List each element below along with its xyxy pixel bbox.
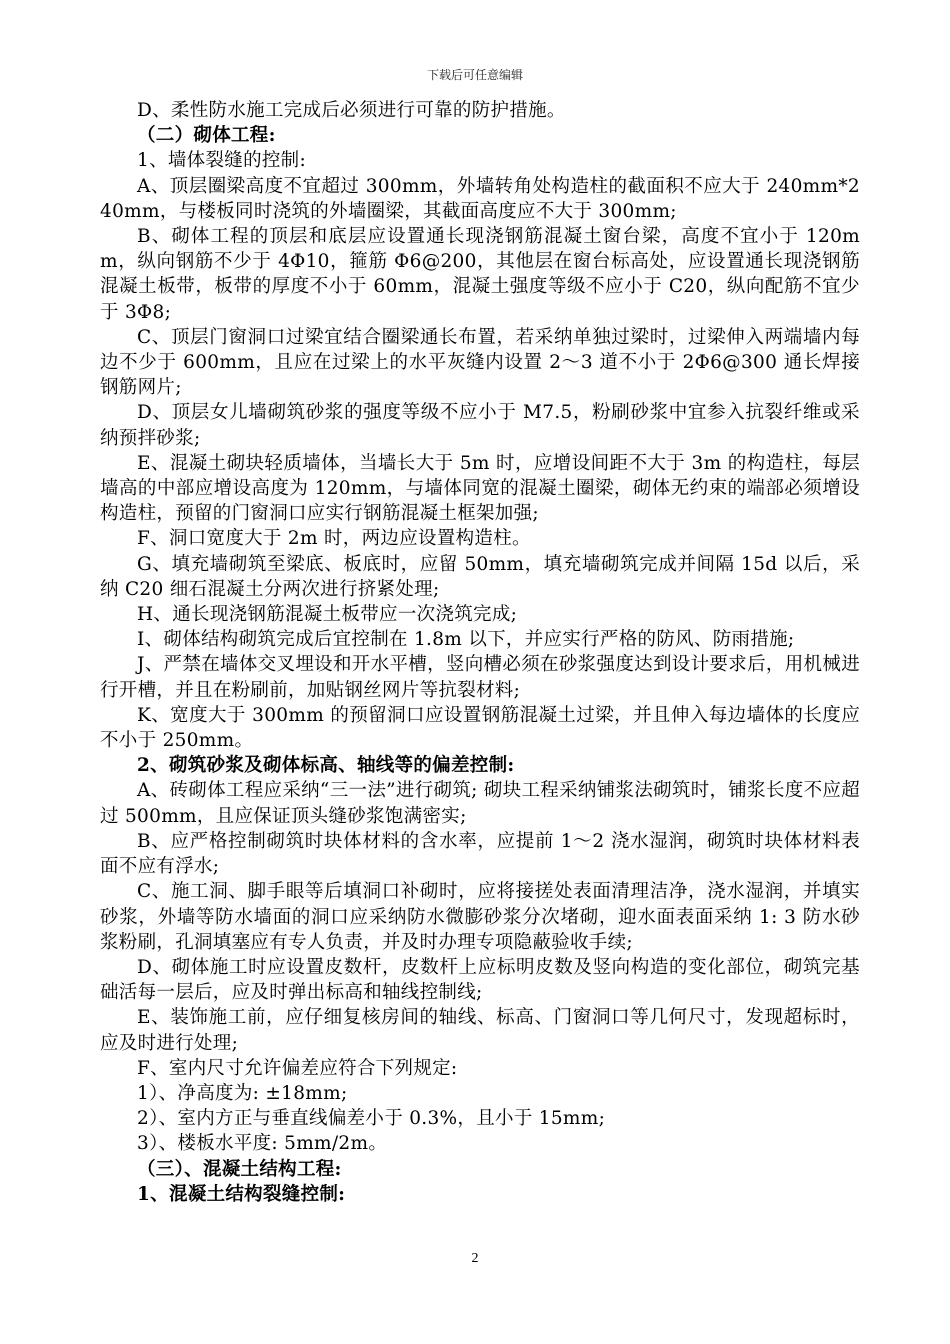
paragraph-i-masonry-height: I、砌体结构砌筑完成后宜控制在 1.8m 以下，并应实行严格的防风、防雨措施; (137, 629, 795, 651)
paragraph-e-dimension-check: E、装饰施工前，应仔细复核房间的轴线、标高、门窗洞口等几何尺寸，发现超标时，应及时进行处理; (100, 1007, 860, 1054)
page-number: 2 (471, 1251, 479, 1266)
paragraph-b-window-sill-beam: B、砌体工程的顶层和底层应设置通长现浇钢筋混凝土窗台梁，高度不宜小于 120mm，纵向钢筋不少于 4Φ10，箍筋 Φ6@200，其他层在窗台标高处，应设置通长现浇钢筋混凝土板带，板带的厚度不小于 60mm，混凝土强度等级不应小于 C20，纵向配筋不宜少于 3Φ8; (100, 226, 860, 323)
paragraph-j-grooving: J、严禁在墙体交叉埋设和开水平槽，竖向槽必须在砂浆强度达到设计要求后，用机械进行开槽，并且在粉刷前，加贴钢丝网片等抗裂材料; (100, 654, 860, 701)
subheading-mortar-deviation-control: 2、砌筑砂浆及砌体标高、轴线等的偏差控制: (137, 755, 515, 777)
section-heading-masonry: （二）砌体工程: (137, 125, 276, 147)
list-item-floor-levelness: 3）、楼板水平度: 5mm/2m。 (137, 1133, 388, 1155)
subheading-concrete-crack-control: 1、混凝土结构裂缝控制: (137, 1183, 346, 1205)
paragraph-d-parapet-mortar: D、顶层女儿墙砌筑砂浆的强度等级不应小于 M7.5，粉刷砂浆中宜参入抗裂纤维或采纳预拌砂浆; (100, 402, 860, 449)
paragraph-c-hole-filling: C、施工洞、脚手眼等后填洞口补砌时，应将接搓处表面清理洁净，浇水湿润，并填实砂浆，外墙等防水墙面的洞口应采纳防水微膨砂浆分次堵砌，迎水面表面采纳 1: 3 防水砂浆粉刷，孔洞填塞应有专人负责，并及时办理专项隐蔽验收手续; (100, 881, 860, 953)
list-item-net-height: 1）、净高度为: ±18mm; (137, 1082, 348, 1104)
paragraph-c-lintel: C、顶层门窗洞口过梁宜结合圈梁通长布置，若采纳单独过梁时，过梁伸入两端墙内每边不少于 600mm，且应在过梁上的水平灰缝内设置 2～3 道不小于 2Φ6@300 通长焊接钢筋网片; (100, 326, 860, 399)
paragraph-e-block-wall: E、混凝土砌块轻质墙体，当墙长大于 5m 时，应增设间距不大于 3m 的构造柱，每层墙高的中部应增设高度为 120mm，与墙体同宽的混凝土圈梁，砌体无约束的端部必须增设构造柱，预留的门窗洞口应实行钢筋混凝土框架加强; (100, 452, 860, 525)
paragraph-g-infill-wall: G、填充墙砌筑至梁底、板底时，应留 50mm，填充墙砌筑完成并间隔 15d 以后，采纳 C20 细石混凝土分两次进行挤紧处理; (100, 553, 860, 600)
list-item-squareness: 2）、室内方正与垂直线偏差小于 0.3%，且小于 15mm; (137, 1108, 606, 1130)
paragraph-b-moisture-content: B、应严格控制砌筑时块体材料的含水率，应提前 1～2 浇水湿润，砌筑时块体材料表面不应有浮水; (100, 830, 860, 878)
section-heading-concrete: （三）、混凝土结构工程: (137, 1158, 342, 1180)
document-body (100, 98, 860, 1207)
paragraph-h-slab-strip: H、通长现浇钢筋混凝土板带应一次浇筑完成; (137, 604, 518, 626)
paragraph-a-ring-beam: A、顶层圈梁高度不宜超过 300mm，外墙转角处构造柱的截面积不应大于 240mm*240mm，与楼板同时浇筑的外墙圈梁，其截面高度应不大于 300mm; (100, 175, 860, 222)
subheading-wall-crack-control: 1、墙体裂缝的控制: (137, 150, 307, 172)
paragraph-a-three-one-method: A、砖砌体工程应采纳“三一法”进行砌筑; 砌块工程采纳铺浆法砌筑时，铺浆长度不应超过 500mm，且应保证顶头缝砂浆饱满密实; (100, 780, 860, 827)
paragraph-k-reserved-opening: K、宽度大于 300mm 的预留洞口应设置钢筋混凝土过梁，并且伸入每边墙体的长度应不小于 250mm。 (100, 704, 860, 752)
paragraph-f-opening-width: F、洞口宽度大于 2m 时，两边应设置构造柱。 (137, 528, 531, 550)
page-header: 下载后可任意编辑 (426, 68, 523, 82)
paragraph-d-gauge-rod: D、砌体施工时应设置皮数杆，皮数杆上应标明皮数及竖向构造的变化部位，砌筑完基础活每一层后，应及时弹出标高和轴线控制线; (100, 956, 860, 1004)
paragraph-f-indoor-tolerance: F、室内尺寸允许偏差应符合下列规定: (137, 1057, 458, 1079)
paragraph-d-flexible-waterproof: D、柔性防水施工完成后必须进行可靠的防护措施。 (137, 100, 566, 121)
